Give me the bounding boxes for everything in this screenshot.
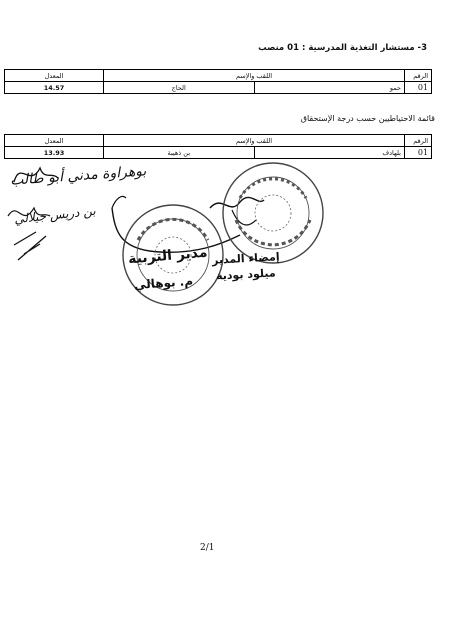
reserve-heading: قائمة الاحتياطيين حسب درجة الإستحقاق bbox=[300, 114, 435, 123]
education-director-title: مدير التربية bbox=[127, 244, 209, 268]
header-name: اللقب والإسم bbox=[104, 70, 405, 82]
header-number: الرقم bbox=[405, 135, 432, 147]
row-first-name: بن ذهيبة bbox=[104, 147, 255, 159]
table-header-row bbox=[5, 135, 432, 147]
committee-signature: بن دريس جيلالي bbox=[13, 203, 97, 227]
header-number: الرقم bbox=[405, 70, 432, 82]
row-average: 13.93 bbox=[5, 147, 104, 159]
row-number: 01 bbox=[405, 82, 432, 94]
principal-title: إمضاء المدير bbox=[211, 250, 280, 267]
header-average: المعدل bbox=[5, 135, 104, 147]
row-last-name: بلهادف bbox=[254, 147, 405, 159]
education-director-name: م. بوهالي bbox=[133, 273, 194, 293]
header-name: اللقب والإسم bbox=[104, 135, 405, 147]
results-table bbox=[4, 69, 432, 94]
page-number: 2/1 bbox=[200, 543, 215, 553]
row-first-name: الحاج bbox=[104, 82, 255, 94]
row-last-name: حمو bbox=[254, 82, 405, 94]
header-average: المعدل bbox=[5, 70, 104, 82]
principal-name: ميلود بودية bbox=[215, 266, 276, 283]
table-header-row bbox=[5, 70, 432, 82]
row-average: 14.57 bbox=[5, 82, 104, 94]
committee-signature: بوهراوة مدني أبو طالب bbox=[9, 163, 147, 189]
section-heading: 3- مستشار التغذية المدرسية : 01 منصب bbox=[258, 43, 427, 53]
table-row bbox=[5, 82, 432, 94]
signature-area bbox=[0, 150, 465, 320]
row-number: 01 bbox=[405, 147, 432, 159]
